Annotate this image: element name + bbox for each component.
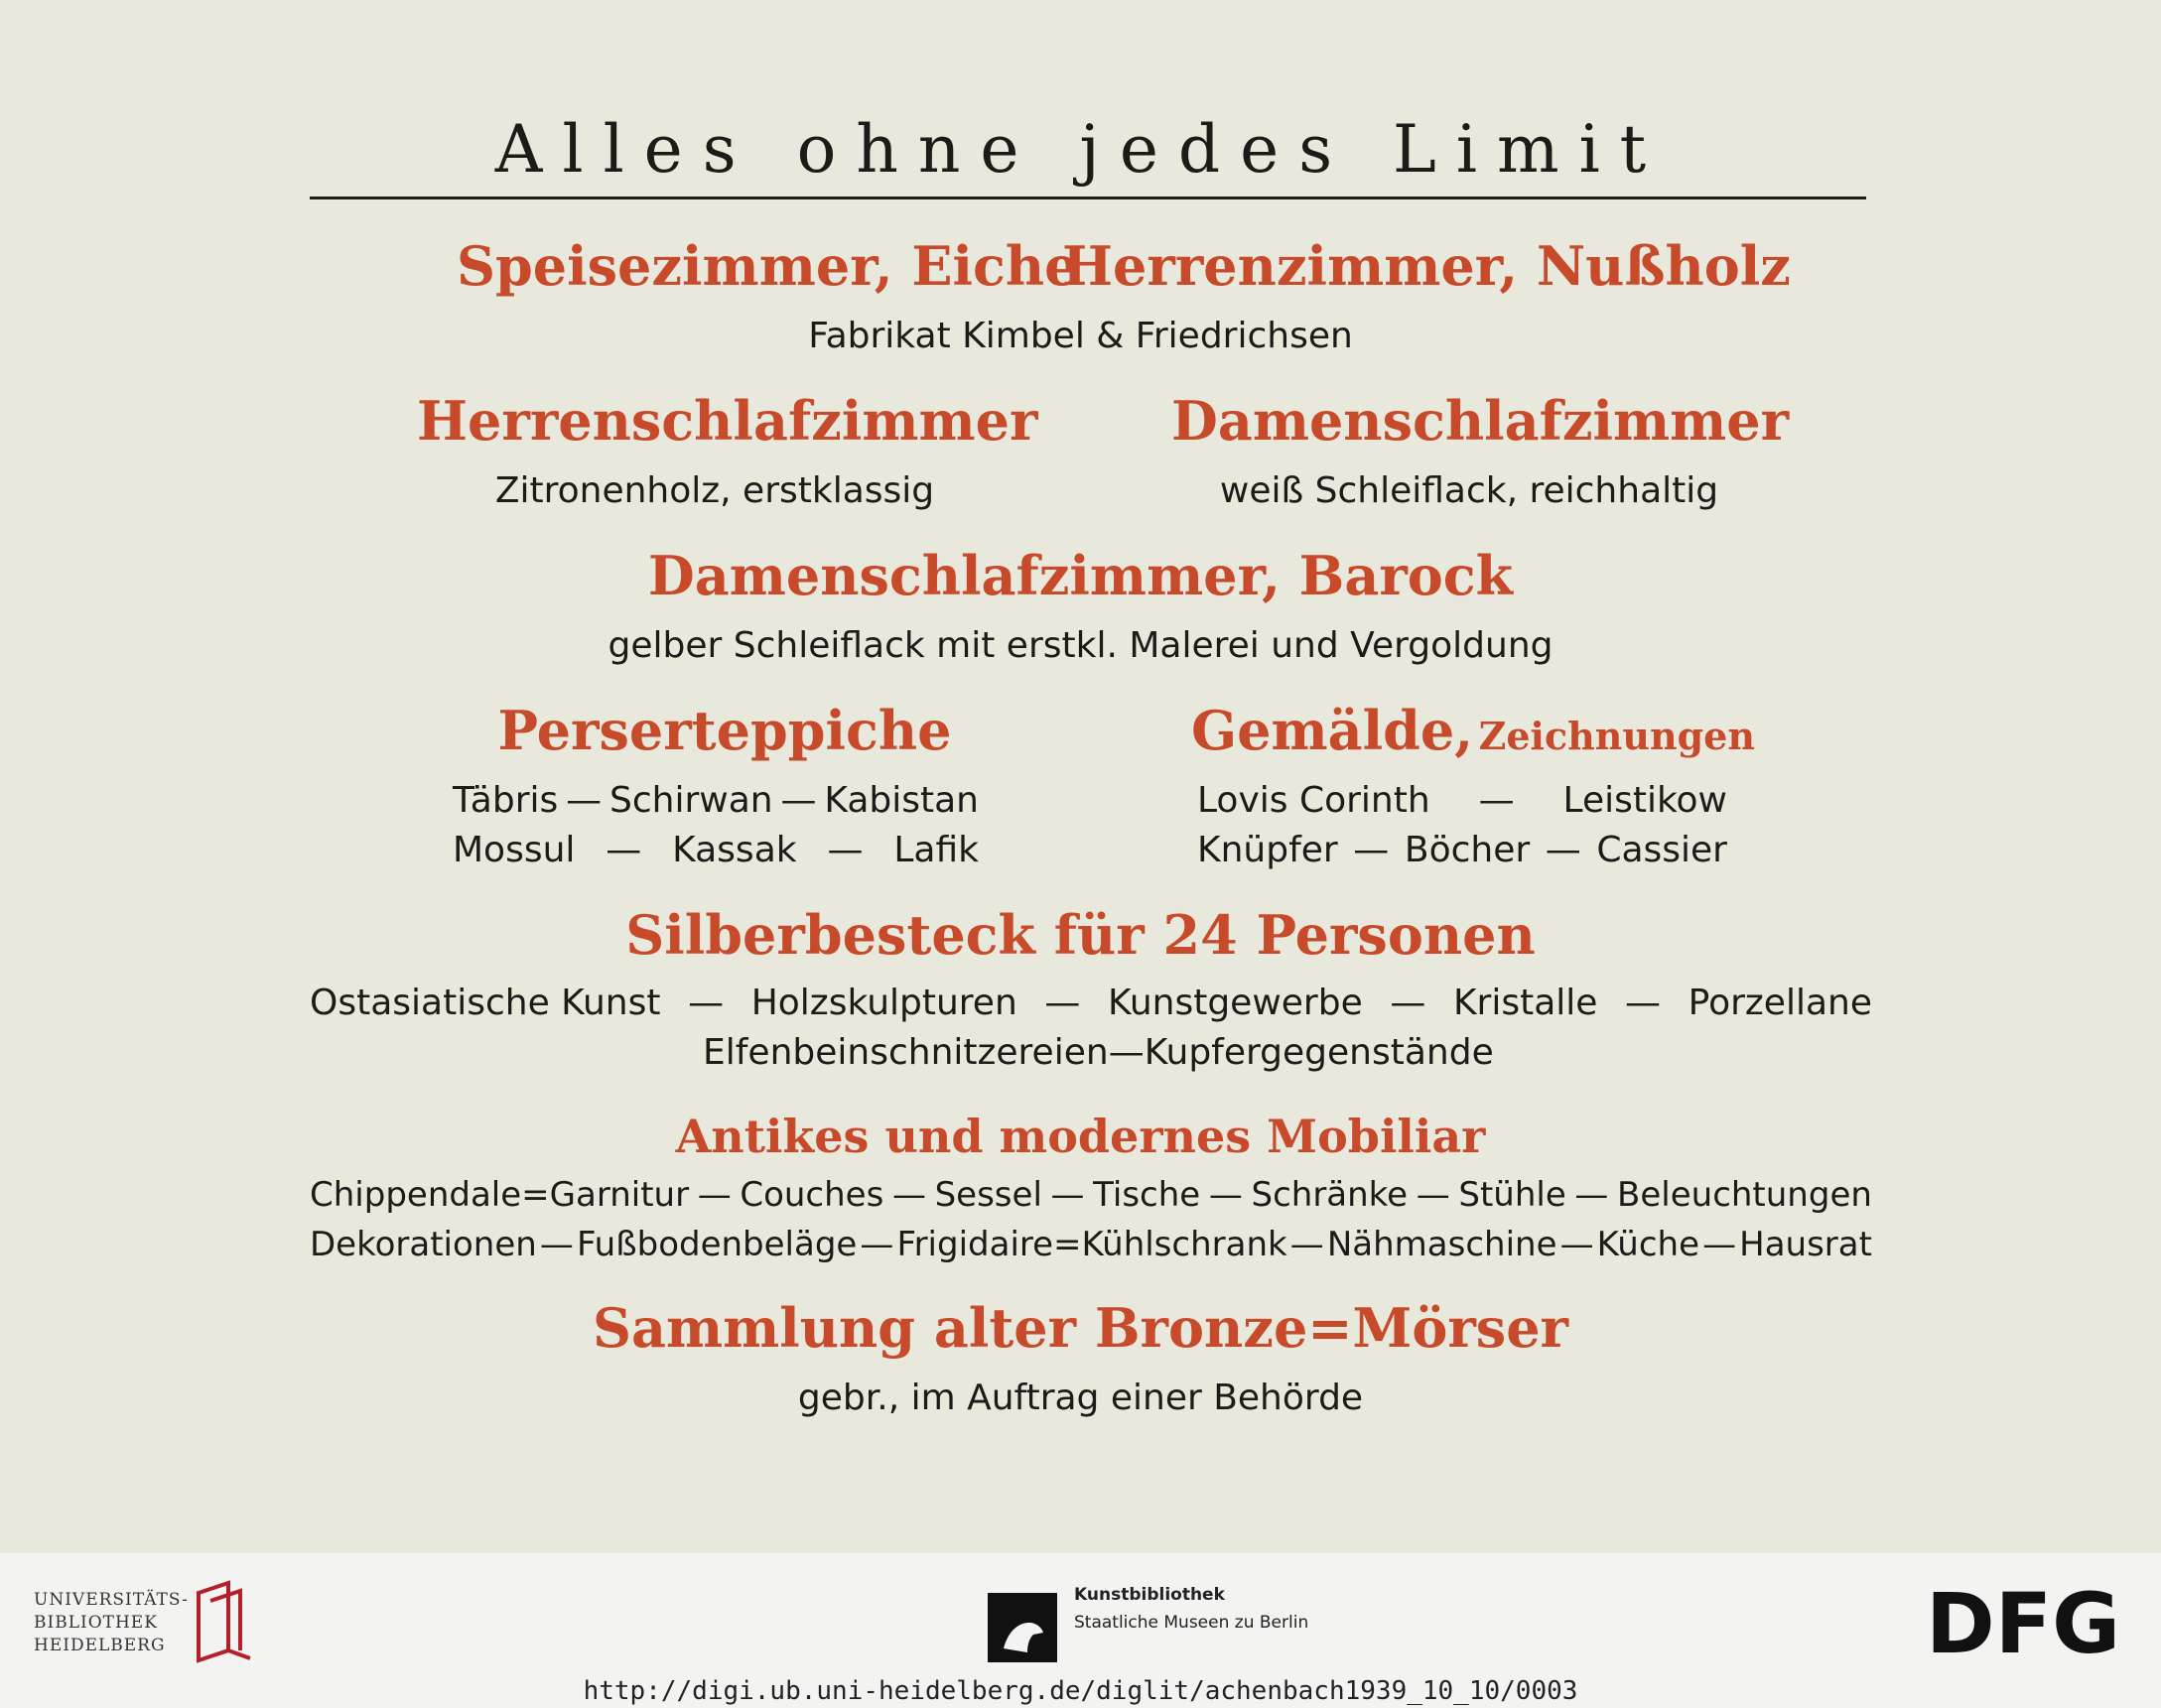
- furniture-line-2: [310, 1225, 1872, 1264]
- list-item: Nähmaschine: [1326, 1225, 1557, 1264]
- artists-line-1: [1197, 780, 1727, 821]
- dash: —: [1353, 830, 1390, 870]
- carpets-line-1: [453, 780, 979, 821]
- uhd-line: UNIVERSITÄTS-: [34, 1590, 189, 1610]
- list-item: Fußbodenbeläge: [576, 1225, 858, 1264]
- dash: —: [1559, 1225, 1594, 1264]
- list-item: Couches: [740, 1175, 884, 1215]
- list-item: Dekorationen: [310, 1225, 537, 1264]
- dash: —: [780, 780, 817, 821]
- dfg-logo-icon: [1926, 1583, 2134, 1662]
- list-item: Ostasiatische Kunst: [310, 983, 661, 1023]
- dash: —: [891, 1175, 926, 1215]
- subtitle-barock: gelber Schleiflack mit erstkl. Malerei und Vergoldung: [608, 625, 1553, 666]
- list-item: Holzskulpturen: [750, 983, 1017, 1023]
- list-item: Kristalle: [1452, 983, 1598, 1023]
- uhd-wordmark: [34, 1589, 189, 1657]
- list-item: Böcher: [1404, 830, 1531, 870]
- list-item: Kupfergegenstände: [1144, 1032, 1494, 1073]
- page-headline: Alles ohne jedes Limit: [494, 111, 1667, 188]
- list-item: Chippendale=Garnitur: [310, 1175, 690, 1215]
- list-item: Beleuchtungen: [1617, 1175, 1872, 1215]
- heading-gemaelde: [1191, 699, 1755, 762]
- headline-rule: [310, 197, 1866, 199]
- subtitle-behoerde: gebr., im Auftrag einer Behörde: [797, 1378, 1364, 1418]
- heading-mobiliar: Antikes und modernes Mobiliar: [675, 1110, 1486, 1163]
- dash: —: [1545, 830, 1581, 870]
- kunstbibliothek-eagle-logo-icon: [988, 1593, 1057, 1662]
- dash: —: [697, 1175, 732, 1215]
- subtitle-fabrikat: Fabrikat Kimbel & Friedrichsen: [808, 316, 1353, 356]
- dash: —: [860, 1225, 894, 1264]
- list-item: Kassak: [672, 830, 797, 870]
- dash: —: [566, 780, 603, 821]
- list-item: Tische: [1093, 1175, 1201, 1215]
- list-item: Hausrat: [1739, 1225, 1872, 1264]
- dash: —: [539, 1225, 574, 1264]
- furniture-line-1: [310, 1175, 1872, 1215]
- heading-perserteppiche: Perserteppiche: [497, 699, 952, 762]
- dash: —: [1044, 983, 1081, 1023]
- list-item: Leistikow: [1562, 780, 1727, 821]
- dash: —: [1574, 1175, 1609, 1215]
- dash: —: [688, 983, 725, 1023]
- kunstbibliothek-title: Kunstbibliothek: [1074, 1585, 1225, 1605]
- list-item: Schränke: [1251, 1175, 1409, 1215]
- heading-zeichnungen: Zeichnungen: [1478, 714, 1755, 758]
- list-item: Täbris: [453, 780, 559, 821]
- dash: —: [1625, 983, 1662, 1023]
- list-item: Sessel: [934, 1175, 1042, 1215]
- list-item: Lovis Corinth: [1197, 780, 1430, 821]
- artists-line-2: [1197, 830, 1727, 870]
- list-item: Cassier: [1596, 830, 1727, 870]
- dash: —: [1208, 1175, 1243, 1215]
- list-item: Elfenbeinschnitzereien: [703, 1032, 1109, 1073]
- heading-herrenzimmer: Herrenzimmer, Nußholz: [1062, 234, 1791, 298]
- uhd-book-logo-icon: [193, 1579, 256, 1664]
- heading-speisezimmer: Speisezimmer, Eiche: [457, 234, 1079, 298]
- dash: —: [1050, 1175, 1085, 1215]
- dfg-logo-text: DFG: [1926, 1583, 2121, 1662]
- dash: —: [1108, 1032, 1145, 1073]
- arts-line-1: [310, 983, 1872, 1023]
- heading-damenschlafzimmer: Damenschlafzimmer: [1171, 389, 1790, 453]
- carpets-line-2: [453, 830, 979, 870]
- heading-bronze-moerser: Sammlung alter Bronze=Mörser: [593, 1296, 1568, 1360]
- dash: —: [827, 830, 864, 870]
- list-item: Mossul: [453, 830, 576, 870]
- subtitle-zitronenholz: Zitronenholz, erstklassig: [494, 470, 935, 511]
- list-item: Lafik: [893, 830, 979, 870]
- uhd-line: BIBLIOTHEK: [34, 1613, 158, 1633]
- heading-gemaelde-main: Gemälde,: [1191, 699, 1474, 762]
- digitization-footer: [0, 1553, 2161, 1708]
- dash: —: [1289, 1225, 1324, 1264]
- dash: —: [1390, 983, 1426, 1023]
- subtitle-schleiflack: weiß Schleiflack, reichhaltig: [1219, 470, 1719, 511]
- dash: —: [1702, 1225, 1737, 1264]
- list-item: Schirwan: [609, 780, 773, 821]
- arts-line-2: [703, 1032, 1494, 1073]
- kunstbibliothek-subtitle: Staatliche Museen zu Berlin: [1074, 1613, 1309, 1633]
- dash: —: [1478, 780, 1515, 821]
- heading-silberbesteck: Silberbesteck für 24 Personen: [625, 903, 1536, 967]
- dash: —: [606, 830, 642, 870]
- heading-herrenschlafzimmer: Herrenschlafzimmer: [417, 389, 1038, 453]
- source-url[interactable]: http://digi.ub.uni-heidelberg.de/diglit/achenbach1939_10_10/0003: [583, 1676, 1578, 1706]
- list-item: Knüpfer: [1197, 830, 1338, 870]
- list-item: Küche: [1596, 1225, 1699, 1264]
- list-item: Frigidaire=Kühlschrank: [896, 1225, 1287, 1264]
- list-item: Stühle: [1458, 1175, 1566, 1215]
- list-item: Kabistan: [824, 780, 979, 821]
- uhd-line: HEIDELBERG: [34, 1636, 166, 1655]
- dash: —: [1416, 1175, 1450, 1215]
- list-item: Porzellane: [1688, 983, 1872, 1023]
- list-item: Kunstgewerbe: [1108, 983, 1363, 1023]
- heading-damenschlafzimmer-barock: Damenschlafzimmer, Barock: [647, 544, 1514, 607]
